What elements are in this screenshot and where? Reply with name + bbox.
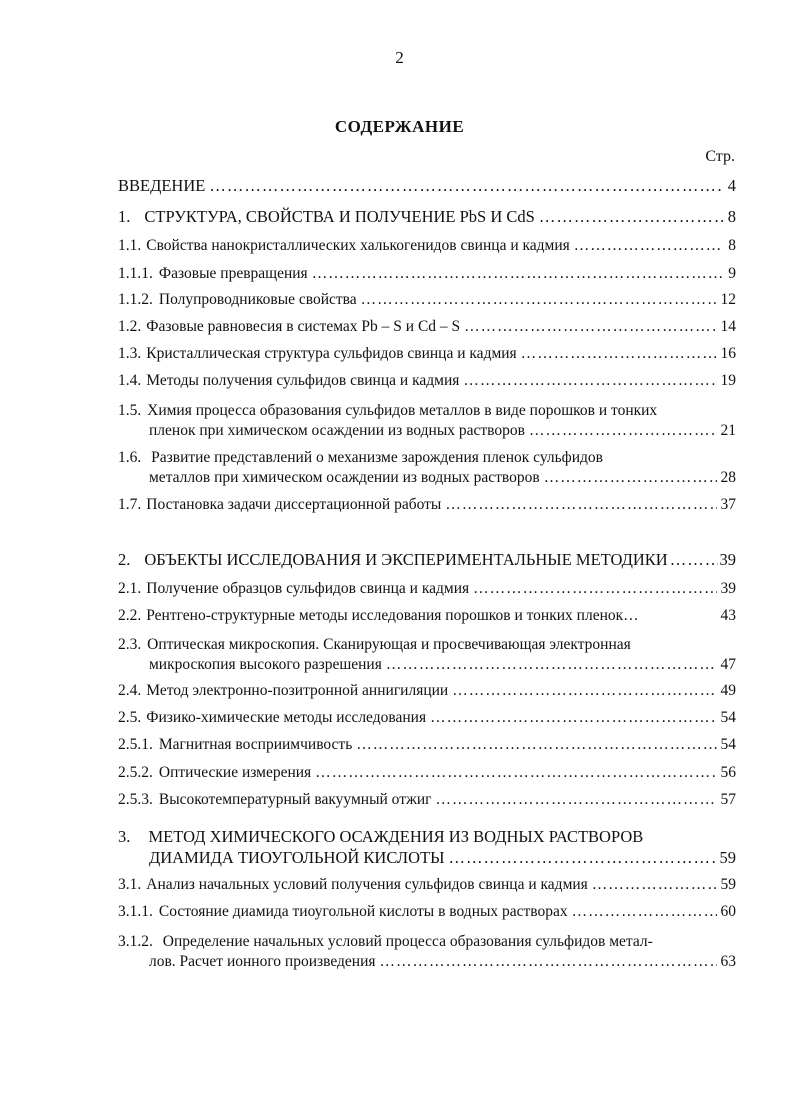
- leader-dots: [209, 176, 723, 196]
- leader-dots: [361, 291, 717, 309]
- toc-entry-page: 4: [727, 176, 736, 195]
- toc-entry-page: 37: [720, 496, 736, 513]
- leader-dots: [544, 469, 717, 487]
- toc-entry-number: 1.: [118, 207, 131, 226]
- leader-dots: [356, 736, 716, 754]
- toc-entry-text: Оптические измерения: [158, 764, 312, 781]
- toc-entry-number: 1.1.1.: [118, 265, 153, 282]
- toc-entry-1-7[interactable]: [118, 496, 736, 518]
- toc-entry-1-1-1[interactable]: [118, 265, 736, 287]
- toc-entry-text: Анализ начальных условий получения сульфидов свинца и кадмия: [146, 876, 588, 893]
- toc-entry-number: 2.5.: [118, 709, 142, 726]
- toc-entry-text: Свойства нанокристаллических халькогенидов свинца и кадмия: [146, 237, 570, 254]
- leader-dots: [572, 903, 717, 921]
- toc-entry-text: Магнитная восприимчивость: [158, 736, 353, 753]
- toc-entry-text-line2: лов. Расчет ионного произведения: [149, 953, 376, 970]
- toc-entry-text: СТРУКТУРА, СВОЙСТВА И ПОЛУЧЕНИЕ PbS И CdS: [144, 207, 535, 226]
- leader-dots: [574, 237, 724, 255]
- toc-entry-number: 2.5.2.: [118, 764, 153, 781]
- toc-entry-page: 63: [720, 953, 736, 970]
- toc-entry-text: Получение образцов сульфидов свинца и кадмия: [146, 580, 470, 597]
- toc-entry-page: 43: [720, 607, 736, 624]
- toc-entry-text: Постановка задачи диссертационной работы: [146, 496, 442, 513]
- toc-entry-page: 57: [720, 791, 736, 808]
- toc-entry-number: 1.1.2.: [118, 291, 153, 308]
- toc-entry-page: 54: [720, 709, 736, 726]
- toc-entry-text: Полупроводниковые свойства: [158, 291, 357, 308]
- toc-entry-page: 16: [720, 345, 736, 362]
- toc-entry-text-line1: Химия процесса образования сульфидов металлов в виде порошков и тонких: [147, 402, 658, 419]
- toc-entry-number: 2.5.1.: [118, 736, 153, 753]
- toc-entry-number: 1.7.: [118, 496, 142, 513]
- toc-entry-page: 28: [720, 469, 736, 486]
- toc-entry-number: 1.4.: [118, 372, 142, 389]
- toc-entry-1-4[interactable]: [118, 372, 736, 394]
- leader-dots: [452, 682, 716, 700]
- leader-dots: [464, 318, 716, 336]
- toc-entry-chapter-2[interactable]: [118, 550, 736, 572]
- toc-entry-2-3[interactable]: [118, 634, 736, 678]
- toc-entry-text: Физико-химические методы исследования: [146, 709, 427, 726]
- toc-entry-chapter-1[interactable]: [118, 207, 736, 229]
- leader-dots: [463, 372, 716, 390]
- toc-entry-page: 47: [720, 656, 736, 673]
- toc-entry-2-5[interactable]: [118, 709, 736, 731]
- toc-entry-2-5-2[interactable]: [118, 764, 736, 786]
- toc-entry-text: ОБЪЕКТЫ ИССЛЕДОВАНИЯ И ЭКСПЕРИМЕНТАЛЬНЫЕ МЕТОДИКИ: [144, 550, 668, 569]
- toc-entry-2-5-1[interactable]: [118, 736, 736, 758]
- toc-entry-page: 8: [728, 237, 736, 254]
- toc-entry-number: 2.3.: [118, 636, 142, 653]
- page-title: СОДЕРЖАНИЕ: [334, 117, 465, 136]
- toc-entry-text: Состояние диамида тиоугольной кислоты в водных растворах: [158, 903, 568, 920]
- leader-dots: [449, 848, 716, 868]
- toc-entry-number: 1.1.: [118, 237, 142, 254]
- toc-entry-page: 49: [720, 682, 736, 699]
- toc-entry-text-line2: микроскопия высокого разрешения: [149, 656, 382, 673]
- toc-entry-number: 1.2.: [118, 318, 142, 335]
- page-number: 2: [395, 48, 404, 67]
- toc-entry-3-1[interactable]: [118, 876, 736, 898]
- toc-entry-number: 2.1.: [118, 580, 142, 597]
- toc-entry-1-3[interactable]: [118, 345, 736, 367]
- toc-entry-text-line1: Оптическая микроскопия. Сканирующая и просвечивающая электронная: [147, 636, 631, 653]
- leader-dots: [386, 656, 717, 674]
- toc-entry-page: 19: [720, 372, 736, 389]
- toc-entry-1-1-2[interactable]: [118, 291, 736, 313]
- leader-dots: [473, 580, 716, 598]
- leader-dots: [592, 876, 717, 894]
- toc-entry-2-5-3[interactable]: [118, 791, 736, 813]
- leader-dots: [529, 422, 717, 440]
- toc-entry-text-line1: Определение начальных условий процесса образования сульфидов метал-: [162, 933, 653, 950]
- toc-entry-page: 60: [720, 903, 736, 920]
- toc-entry-1-2[interactable]: [118, 318, 736, 340]
- toc-entry-text-line1: МЕТОД ХИМИЧЕСКОГО ОСАЖДЕНИЯ ИЗ ВОДНЫХ РАСТВОРОВ: [148, 827, 644, 846]
- toc-entry-2-4[interactable]: [118, 682, 736, 704]
- toc-entry-text: Фазовые равновесия в системах Pb – S и Cd – S: [146, 318, 461, 335]
- toc-entry-text-line2: металлов при химическом осаждении из водных растворов: [149, 469, 540, 486]
- toc-entry-3-1-1[interactable]: [118, 903, 736, 925]
- toc-entry-text: Методы получения сульфидов свинца и кадмия: [146, 372, 460, 389]
- toc-entry-1-5[interactable]: [118, 400, 736, 444]
- toc-entry-page: 54: [720, 736, 736, 753]
- toc-entry-number: 1.5.: [118, 402, 142, 419]
- toc-entry-page: 39: [720, 580, 736, 597]
- toc-entry-page: 56: [720, 764, 736, 781]
- toc-entry-page: 39: [719, 550, 736, 569]
- toc-entry-text: Фазовые превращения: [158, 265, 308, 282]
- leader-dots: [521, 345, 717, 363]
- leader-dots: [315, 764, 716, 782]
- toc-entry-1-6[interactable]: [118, 447, 736, 491]
- toc-entry-number: 3.1.2.: [118, 933, 153, 950]
- page-column-label: Стр.: [705, 148, 735, 165]
- leader-dots: [436, 791, 717, 809]
- leader-dots: [670, 550, 718, 570]
- toc-entry-page: 12: [720, 291, 736, 308]
- toc-entry-text: ВВЕДЕНИЕ: [118, 176, 206, 195]
- toc-entry-text: Кристаллическая структура сульфидов свинца и кадмия: [146, 345, 517, 362]
- leader-dots: [380, 953, 717, 971]
- toc-entry-introduction[interactable]: [118, 176, 736, 198]
- toc-entry-page: 59: [720, 876, 736, 893]
- toc-entry-3-1-2[interactable]: [118, 931, 736, 975]
- leader-dots: [445, 496, 716, 514]
- toc-entry-number: 1.3.: [118, 345, 142, 362]
- toc-entry-number: 2.2.: [118, 607, 142, 624]
- toc-entry-number: 1.6.: [118, 449, 142, 466]
- toc-entry-text: Метод электронно-позитронной аннигиляции: [146, 682, 449, 699]
- toc-entry-page: 8: [727, 207, 736, 226]
- toc-entry-text-line2: ДИАМИДА ТИОУГОЛЬНОЙ КИСЛОТЫ: [149, 848, 445, 867]
- toc-entry-number: 3.1.: [118, 876, 142, 893]
- toc-entry-page: 9: [728, 265, 736, 282]
- toc-entry-page: 59: [719, 848, 736, 867]
- toc-entry-1-1[interactable]: [118, 237, 736, 259]
- toc-entry-2-2[interactable]: [118, 607, 736, 629]
- leader-dots: [539, 207, 724, 227]
- toc-entry-number: 2.4.: [118, 682, 142, 699]
- toc-entry-number: 2.: [118, 550, 131, 569]
- toc-entry-chapter-3[interactable]: [118, 826, 736, 870]
- toc-entry-text-line2: пленок при химическом осаждении из водных растворов: [149, 422, 525, 439]
- toc-entry-number: 3.1.1.: [118, 903, 153, 920]
- toc-entry-text: Рентгено-структурные методы исследования порошков и тонких пленок…: [146, 607, 639, 624]
- toc-entry-text: Высокотемпературный вакуумный отжиг: [158, 791, 432, 808]
- toc-entry-number: 3.: [118, 827, 131, 846]
- leader-dots: [430, 709, 716, 727]
- leader-dots: [312, 265, 725, 283]
- toc-entry-page: 21: [720, 422, 736, 439]
- toc-entry-number: 2.5.3.: [118, 791, 153, 808]
- toc-entry-page: 14: [720, 318, 736, 335]
- toc-entry-2-1[interactable]: [118, 580, 736, 602]
- toc-entry-text-line1: Развитие представлений о механизме зарождения пленок сульфидов: [151, 449, 603, 466]
